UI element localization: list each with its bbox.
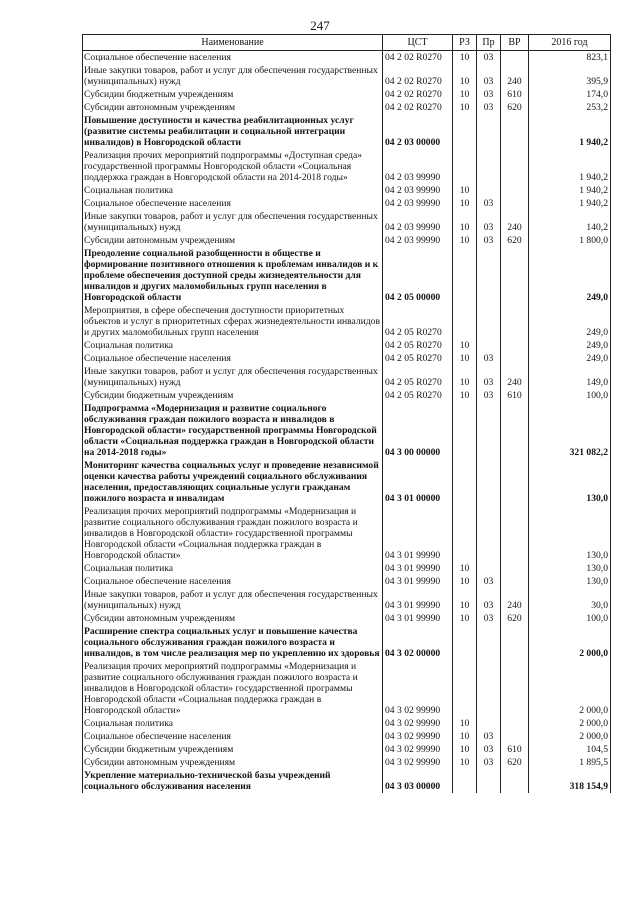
row-vr <box>501 730 529 743</box>
row-cst: 04 3 02 99990 <box>383 756 453 769</box>
table-row <box>83 352 611 365</box>
row-vr <box>501 402 529 459</box>
row-name: Субсидии автономным учреждениям <box>83 612 383 625</box>
row-sum: 1 940,2 <box>529 197 611 210</box>
row-name: Укрепление материально-технической базы учреждений социального обслуживания населения <box>83 769 383 793</box>
row-sum: 321 082,2 <box>529 402 611 459</box>
row-rz: 10 <box>453 389 477 402</box>
row-name: Преодоление социальной разобщенности в обществе и формирование позитивного отношения к проблемам инвалидов и к проблеме обеспечения доступной среды жизнедеятельности для инвалидов и других маломобильных групп населения в Новгородской области <box>83 247 383 304</box>
row-vr <box>501 562 529 575</box>
row-cst: 04 2 03 99990 <box>383 234 453 247</box>
row-cst: 04 2 02 R0270 <box>383 101 453 114</box>
row-vr <box>501 51 529 65</box>
row-vr: 240 <box>501 64 529 88</box>
row-vr <box>501 247 529 304</box>
row-rz <box>453 660 477 717</box>
row-sum: 395,9 <box>529 64 611 88</box>
row-vr <box>501 660 529 717</box>
row-name: Субсидии бюджетным учреждениям <box>83 88 383 101</box>
row-pr <box>477 769 501 793</box>
row-name: Иные закупки товаров, работ и услуг для обеспечения государственных (муниципальных) нужд <box>83 365 383 389</box>
row-name: Иные закупки товаров, работ и услуг для обеспечения государственных (муниципальных) нужд <box>83 588 383 612</box>
row-pr <box>477 114 501 149</box>
row-vr <box>501 625 529 660</box>
row-name: Субсидии бюджетным учреждениям <box>83 743 383 756</box>
header-pr: Пр <box>477 35 501 51</box>
row-vr <box>501 505 529 562</box>
table-row <box>83 717 611 730</box>
table-row <box>83 210 611 234</box>
row-sum: 140,2 <box>529 210 611 234</box>
row-name: Социальное обеспечение населения <box>83 730 383 743</box>
row-pr <box>477 505 501 562</box>
row-cst: 04 3 01 00000 <box>383 459 453 505</box>
row-vr <box>501 197 529 210</box>
row-sum: 100,0 <box>529 612 611 625</box>
row-cst: 04 2 05 R0270 <box>383 339 453 352</box>
row-vr: 610 <box>501 88 529 101</box>
row-rz <box>453 402 477 459</box>
row-vr: 610 <box>501 389 529 402</box>
row-vr <box>501 304 529 339</box>
header-rz: РЗ <box>453 35 477 51</box>
table-row <box>83 562 611 575</box>
row-vr <box>501 717 529 730</box>
table-row <box>83 197 611 210</box>
row-sum: 2 000,0 <box>529 730 611 743</box>
table-row <box>83 402 611 459</box>
row-rz: 10 <box>453 352 477 365</box>
row-name: Социальное обеспечение населения <box>83 51 383 65</box>
row-cst: 04 2 05 R0270 <box>383 389 453 402</box>
row-sum: 1 940,2 <box>529 149 611 184</box>
row-name: Мониторинг качества социальных услуг и проведение независимой оценки качества работы учреждений социального обслуживания населения, предоставляющих социальные услуги гражданам пожилого возраста и инвалидам <box>83 459 383 505</box>
row-sum: 130,0 <box>529 505 611 562</box>
row-vr <box>501 184 529 197</box>
row-sum: 174,0 <box>529 88 611 101</box>
row-pr <box>477 562 501 575</box>
row-name: Социальная политика <box>83 562 383 575</box>
row-vr: 620 <box>501 756 529 769</box>
header-name: Наименование <box>83 35 383 51</box>
row-pr: 03 <box>477 197 501 210</box>
row-rz: 10 <box>453 51 477 65</box>
row-vr: 240 <box>501 365 529 389</box>
row-pr <box>477 304 501 339</box>
row-sum: 2 000,0 <box>529 717 611 730</box>
row-rz <box>453 625 477 660</box>
row-rz: 10 <box>453 365 477 389</box>
row-cst: 04 2 02 R0270 <box>383 64 453 88</box>
table-header-row <box>83 35 611 51</box>
row-rz: 10 <box>453 101 477 114</box>
table-body <box>83 51 611 794</box>
row-sum: 249,0 <box>529 352 611 365</box>
row-pr: 03 <box>477 588 501 612</box>
row-vr <box>501 149 529 184</box>
budget-table <box>82 34 611 793</box>
row-sum: 1 940,2 <box>529 184 611 197</box>
row-name: Социальное обеспечение населения <box>83 575 383 588</box>
row-pr <box>477 184 501 197</box>
row-cst: 04 2 03 99990 <box>383 149 453 184</box>
row-vr <box>501 575 529 588</box>
row-name: Субсидии автономным учреждениям <box>83 234 383 247</box>
row-sum: 100,0 <box>529 389 611 402</box>
row-name: Субсидии автономным учреждениям <box>83 756 383 769</box>
row-cst: 04 3 02 00000 <box>383 625 453 660</box>
row-sum: 1 800,0 <box>529 234 611 247</box>
row-name: Субсидии бюджетным учреждениям <box>83 389 383 402</box>
row-rz: 10 <box>453 730 477 743</box>
row-pr <box>477 625 501 660</box>
row-sum: 249,0 <box>529 339 611 352</box>
row-rz <box>453 149 477 184</box>
row-name: Реализация прочих мероприятий подпрограммы «Доступная среда» государственной программы Новгородской области «Социальная поддержка граждан в Новгородской области на 2014-2018 годы» <box>83 149 383 184</box>
row-rz: 10 <box>453 612 477 625</box>
table-row <box>83 339 611 352</box>
row-rz: 10 <box>453 756 477 769</box>
row-cst: 04 3 02 99990 <box>383 660 453 717</box>
row-pr <box>477 660 501 717</box>
row-sum: 249,0 <box>529 247 611 304</box>
row-name: Подпрограмма «Модернизация и развитие социального обслуживания граждан пожилого возраста и инвалидов в Новгородской области» государственной программы Новгородской области «Социальная поддержка граждан в Новгородской области на 2014-2018 годы» <box>83 402 383 459</box>
row-name: Социальное обеспечение населения <box>83 352 383 365</box>
row-vr <box>501 339 529 352</box>
row-cst: 04 3 03 00000 <box>383 769 453 793</box>
row-pr: 03 <box>477 352 501 365</box>
header-year: 2016 год <box>529 35 611 51</box>
table-row <box>83 51 611 65</box>
row-sum: 1 940,2 <box>529 114 611 149</box>
table-row <box>83 114 611 149</box>
row-name: Мероприятия, в сфере обеспечения доступности приоритетных объектов и услуг в приоритетных сферах жизнедеятельности инвалидов и других маломобильных групп населения <box>83 304 383 339</box>
table-row <box>83 743 611 756</box>
row-rz <box>453 247 477 304</box>
row-rz: 10 <box>453 184 477 197</box>
row-pr: 03 <box>477 743 501 756</box>
row-vr: 240 <box>501 210 529 234</box>
row-pr <box>477 402 501 459</box>
row-rz <box>453 769 477 793</box>
table-row <box>83 149 611 184</box>
table-row <box>83 730 611 743</box>
table-row <box>83 184 611 197</box>
row-sum: 253,2 <box>529 101 611 114</box>
row-pr: 03 <box>477 389 501 402</box>
row-pr: 03 <box>477 88 501 101</box>
row-cst: 04 3 01 99990 <box>383 612 453 625</box>
row-rz <box>453 505 477 562</box>
row-pr: 03 <box>477 730 501 743</box>
table-row <box>83 660 611 717</box>
row-rz: 10 <box>453 743 477 756</box>
row-rz: 10 <box>453 88 477 101</box>
row-rz: 10 <box>453 575 477 588</box>
row-name: Иные закупки товаров, работ и услуг для обеспечения государственных (муниципальных) нужд <box>83 64 383 88</box>
row-sum: 2 000,0 <box>529 660 611 717</box>
row-sum: 823,1 <box>529 51 611 65</box>
row-pr: 03 <box>477 756 501 769</box>
table-row <box>83 459 611 505</box>
row-rz: 10 <box>453 339 477 352</box>
row-rz: 10 <box>453 197 477 210</box>
row-cst: 04 2 05 00000 <box>383 247 453 304</box>
table-row <box>83 612 611 625</box>
row-sum: 130,0 <box>529 562 611 575</box>
row-cst: 04 3 02 99990 <box>383 730 453 743</box>
row-name: Социальное обеспечение населения <box>83 197 383 210</box>
table-row <box>83 88 611 101</box>
row-rz <box>453 459 477 505</box>
table-row <box>83 304 611 339</box>
row-pr <box>477 149 501 184</box>
row-pr <box>477 717 501 730</box>
row-pr <box>477 339 501 352</box>
row-cst: 04 2 05 R0270 <box>383 352 453 365</box>
row-cst: 04 3 01 99990 <box>383 588 453 612</box>
row-vr: 610 <box>501 743 529 756</box>
table-row <box>83 234 611 247</box>
row-pr <box>477 459 501 505</box>
row-name: Иные закупки товаров, работ и услуг для обеспечения государственных (муниципальных) нужд <box>83 210 383 234</box>
row-pr: 03 <box>477 101 501 114</box>
row-pr: 03 <box>477 64 501 88</box>
row-cst: 04 2 03 99990 <box>383 210 453 234</box>
table-row <box>83 389 611 402</box>
row-pr: 03 <box>477 365 501 389</box>
row-vr: 620 <box>501 234 529 247</box>
row-vr: 620 <box>501 612 529 625</box>
row-vr: 620 <box>501 101 529 114</box>
row-cst: 04 3 01 99990 <box>383 575 453 588</box>
row-rz: 10 <box>453 210 477 234</box>
row-sum: 249,0 <box>529 304 611 339</box>
row-rz: 10 <box>453 717 477 730</box>
row-pr: 03 <box>477 612 501 625</box>
row-cst: 04 2 03 99990 <box>383 184 453 197</box>
row-sum: 1 895,5 <box>529 756 611 769</box>
row-rz: 10 <box>453 234 477 247</box>
table-row <box>83 769 611 793</box>
row-sum: 130,0 <box>529 459 611 505</box>
row-sum: 104,5 <box>529 743 611 756</box>
row-vr: 240 <box>501 588 529 612</box>
row-sum: 130,0 <box>529 575 611 588</box>
table-row <box>83 365 611 389</box>
row-name: Реализация прочих мероприятий подпрограммы «Модернизация и развитие социального обслуживания граждан пожилого возраста и инвалидов в Новгородской области» государственной программы Новгородской области «Социальная поддержка граждан в Новгородской области» <box>83 660 383 717</box>
row-cst: 04 3 02 99990 <box>383 717 453 730</box>
table-row <box>83 505 611 562</box>
row-rz <box>453 304 477 339</box>
row-vr <box>501 769 529 793</box>
row-sum: 30,0 <box>529 588 611 612</box>
row-rz: 10 <box>453 64 477 88</box>
header-cst: ЦСТ <box>383 35 453 51</box>
row-vr <box>501 459 529 505</box>
row-cst: 04 2 03 00000 <box>383 114 453 149</box>
table-row <box>83 101 611 114</box>
row-cst: 04 2 05 R0270 <box>383 304 453 339</box>
table-row <box>83 588 611 612</box>
row-name: Социальная политика <box>83 184 383 197</box>
table-row <box>83 756 611 769</box>
table-row <box>83 625 611 660</box>
row-vr <box>501 114 529 149</box>
row-name: Реализация прочих мероприятий подпрограммы «Модернизация и развитие социального обслуживания граждан пожилого возраста и инвалидов в Новгородской области» государственной программы Новгородской области «Социальная поддержка граждан в Новгородской области» <box>83 505 383 562</box>
row-rz: 10 <box>453 588 477 612</box>
row-pr: 03 <box>477 51 501 65</box>
table-row <box>83 575 611 588</box>
row-rz <box>453 114 477 149</box>
row-cst: 04 3 02 99990 <box>383 743 453 756</box>
row-cst: 04 2 05 R0270 <box>383 365 453 389</box>
table-row <box>83 247 611 304</box>
row-pr <box>477 247 501 304</box>
row-vr <box>501 352 529 365</box>
row-name: Социальная политика <box>83 717 383 730</box>
row-sum: 318 154,9 <box>529 769 611 793</box>
row-rz: 10 <box>453 562 477 575</box>
row-name: Субсидии автономным учреждениям <box>83 101 383 114</box>
table-row <box>83 64 611 88</box>
row-cst: 04 3 01 99990 <box>383 562 453 575</box>
row-name: Повышение доступности и качества реабилитационных услуг (развитие системы реабилитации и социальной интеграции инвалидов) в Новгородской области <box>83 114 383 149</box>
row-cst: 04 3 00 00000 <box>383 402 453 459</box>
header-vr: ВР <box>501 35 529 51</box>
row-cst: 04 3 01 99990 <box>383 505 453 562</box>
row-cst: 04 2 02 R0270 <box>383 51 453 65</box>
row-pr: 03 <box>477 575 501 588</box>
row-cst: 04 2 02 R0270 <box>383 88 453 101</box>
row-sum: 2 000,0 <box>529 625 611 660</box>
page-number: 247 <box>310 18 330 33</box>
row-cst: 04 2 03 99990 <box>383 197 453 210</box>
row-name: Расширение спектра социальных услуг и повышение качества социального обслуживания граждан пожилого возраста и инвалидов, в том числе реализация мер по укреплению их здоровья <box>83 625 383 660</box>
row-sum: 149,0 <box>529 365 611 389</box>
row-name: Социальная политика <box>83 339 383 352</box>
row-pr: 03 <box>477 234 501 247</box>
row-pr: 03 <box>477 210 501 234</box>
